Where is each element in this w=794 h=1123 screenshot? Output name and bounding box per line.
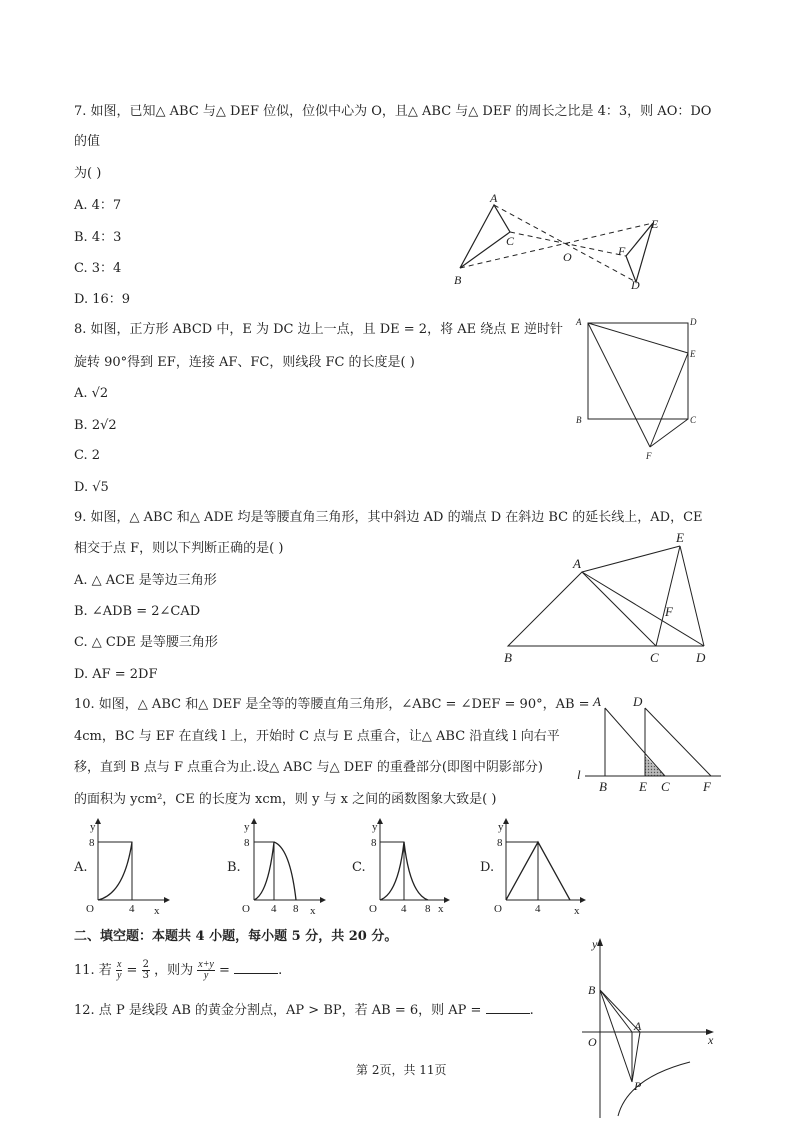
q10-graph-c-ytick: 8 bbox=[371, 837, 377, 849]
q10-graph-d-ytick: 8 bbox=[497, 837, 503, 849]
q12-line bbox=[74, 1001, 534, 1019]
q10-graph-b-letter[interactable]: B. bbox=[227, 860, 241, 875]
q10-graph-a-yaxis: y bbox=[90, 821, 96, 833]
q11-frac-23-num: 2 bbox=[142, 959, 149, 970]
q7-stem-line3: 为( ) bbox=[74, 166, 102, 181]
q10-figure bbox=[575, 690, 725, 795]
q8-label-b: B bbox=[576, 415, 582, 425]
q10-graph-b-ytick: 8 bbox=[244, 837, 250, 849]
q9-figure bbox=[500, 528, 720, 668]
q10-label-e: E bbox=[639, 779, 647, 794]
q13-label-a: A bbox=[634, 1019, 642, 1033]
q10-graph-b[interactable] bbox=[236, 818, 328, 916]
q8-label-f: F bbox=[646, 451, 652, 461]
q10-graph-a-ytick: 8 bbox=[89, 837, 95, 849]
q10-graph-c-xtick-2: 8 bbox=[425, 903, 431, 915]
q8-stem-line1: 8. 如图，正方形 ABCD 中，E 为 DC 边上一点，且 DE = 2，将 AE 绕点 E 逆时针 bbox=[74, 322, 563, 337]
q8-label-e: E bbox=[690, 349, 696, 359]
q10-graph-d-origin: O bbox=[494, 903, 502, 915]
q11-frac-xpy-num: x+y bbox=[198, 959, 214, 970]
q10-stem-line4: 的面积为 ycm²，CE 的长度为 xcm，则 y 与 x 之间的函数图象大致是( ) bbox=[74, 792, 497, 807]
q7-stem-line1: 7. 如图，已知△ ABC 与△ DEF 位似，位似中心为 O，且△ ABC 与△ DEF 的周长之比是 4：3，则 AO：DO bbox=[74, 104, 712, 119]
q11-frac-xy-num: x bbox=[116, 959, 122, 970]
q10-graph-d-yaxis: y bbox=[498, 821, 504, 833]
q10-label-f: F bbox=[703, 779, 711, 794]
q10-stem-line3: 移，直到 B 点与 F 点重合为止.设△ ABC 与△ DEF 的重叠部分(即图中阴影部分) bbox=[74, 760, 543, 775]
q10-graph-d-xaxis: x bbox=[574, 905, 580, 917]
q12-stem: 12. 点 P 是线段 AB 的黄金分割点，AP > BP，若 AB = 6，则 AP = bbox=[74, 1003, 482, 1018]
q11-equals: = bbox=[126, 963, 142, 978]
q13-figure bbox=[580, 938, 720, 1118]
q10-graph-b-origin: O bbox=[242, 903, 250, 915]
q10-graph-b-yaxis: y bbox=[244, 821, 250, 833]
q11-frac-xy bbox=[116, 960, 122, 981]
q7-stem-line2: 的值 bbox=[74, 134, 101, 149]
q9-label-d: D bbox=[696, 650, 706, 665]
q10-graph-c-letter[interactable]: C. bbox=[352, 860, 366, 875]
q11-tail: = bbox=[219, 963, 230, 978]
q11-prefix: 11. 若 bbox=[74, 963, 112, 978]
q9-label-b: B bbox=[504, 650, 512, 665]
q11-frac-23-den: 3 bbox=[142, 970, 149, 981]
q7-label-a: A bbox=[490, 191, 498, 205]
q11-mid: ，则为 bbox=[154, 963, 194, 978]
q10-graph-a[interactable] bbox=[84, 818, 174, 916]
q7-label-d: D bbox=[631, 278, 640, 292]
page-footer: 第 2页，共 11页 bbox=[356, 1063, 447, 1077]
q7-label-c: C bbox=[506, 234, 515, 248]
q10-graph-a-letter[interactable]: A. bbox=[74, 860, 88, 875]
q9-label-f: F bbox=[665, 604, 673, 619]
q10-graph-b-xtick-1: 4 bbox=[271, 903, 277, 915]
q8-figure bbox=[570, 315, 710, 465]
q10-stem-line1: 10. 如图，△ ABC 和△ DEF 是全等的等腰直角三角形，∠ABC = ∠DEF = 90°，AB = bbox=[74, 697, 590, 712]
q10-graph-c-origin: O bbox=[369, 903, 377, 915]
q11-frac-23 bbox=[142, 960, 150, 981]
q8-label-a: A bbox=[576, 317, 582, 327]
q8-option-a[interactable]: A. √2 bbox=[74, 386, 109, 401]
q13-label-p: P bbox=[634, 1079, 642, 1093]
q10-graph-a-xtick-1: 4 bbox=[129, 903, 135, 915]
q10-graph-b-xtick-2: 8 bbox=[293, 903, 299, 915]
q10-graph-a-origin: O bbox=[86, 903, 94, 915]
q9-option-d[interactable]: D. AF = 2DF bbox=[74, 667, 158, 682]
q12-answer-blank[interactable] bbox=[486, 1001, 530, 1014]
q8-option-b[interactable]: B. 2√2 bbox=[74, 418, 117, 433]
q10-graph-b-xaxis: x bbox=[310, 905, 316, 917]
q7-label-b: B bbox=[454, 273, 462, 287]
q7-option-c[interactable]: C. 3：4 bbox=[74, 261, 122, 276]
q13-label-b: B bbox=[588, 983, 596, 997]
q11-answer-blank[interactable] bbox=[234, 961, 278, 974]
q10-graph-d-xtick-1: 4 bbox=[535, 903, 541, 915]
q9-option-a[interactable]: A. △ ACE 是等边三角形 bbox=[74, 573, 217, 588]
q7-option-d[interactable]: D. 16：9 bbox=[74, 292, 131, 307]
q8-label-c: C bbox=[690, 415, 697, 425]
q11-line: 11. 若 $\frac{x}{y}$ = $\frac{2}{3}$ ，则为 $\frac{x+y}{y}$ = . bbox=[74, 959, 283, 981]
q7-label-o: O bbox=[563, 250, 572, 264]
q10-label-c: C bbox=[661, 779, 670, 794]
q10-graph-c-xtick-1: 4 bbox=[401, 903, 407, 915]
q9-option-b[interactable]: B. ∠ADB = 2∠CAD bbox=[74, 604, 201, 619]
q10-graph-c-yaxis: y bbox=[372, 821, 378, 833]
q10-graph-c[interactable] bbox=[364, 818, 454, 916]
q12-tail: . bbox=[529, 1003, 534, 1018]
q7-option-a[interactable]: A. 4：7 bbox=[74, 198, 122, 213]
q10-graph-c-xaxis: x bbox=[438, 903, 444, 915]
q10-label-b: B bbox=[599, 779, 607, 794]
q10-stem-line2: 4cm，BC 与 EF 在直线 l 上，开始时 C 点与 E 点重合，让△ ABC 沿直线 l 向右平 bbox=[74, 729, 560, 744]
q10-label-d: D bbox=[633, 694, 643, 709]
q10-graph-d-letter[interactable]: D. bbox=[480, 860, 495, 875]
q8-stem-line2: 旋转 90°得到 EF，连接 AF、FC，则线段 FC 的长度是( ) bbox=[74, 355, 415, 370]
q13-label-x: x bbox=[708, 1033, 714, 1047]
q7-label-e: E bbox=[651, 217, 659, 231]
q9-label-c: C bbox=[650, 650, 659, 665]
q10-label-a: A bbox=[593, 694, 601, 709]
q13-label-o: O bbox=[588, 1035, 597, 1049]
q9-stem-line1: 9. 如图，△ ABC 和△ ADE 均是等腰直角三角形，其中斜边 AD 的端点 D 在斜边 BC 的延长线上，AD，CE bbox=[74, 510, 703, 525]
q7-label-f: F bbox=[618, 244, 626, 258]
q10-label-l: l bbox=[577, 767, 581, 782]
q13-label-y: y bbox=[592, 937, 598, 951]
q11-frac-xpy-den: y bbox=[203, 970, 209, 981]
q8-label-d: D bbox=[690, 317, 697, 327]
q9-option-c[interactable]: C. △ CDE 是等腰三角形 bbox=[74, 635, 218, 650]
q10-graph-d[interactable] bbox=[490, 818, 590, 916]
q10-graph-a-xaxis: x bbox=[154, 905, 160, 917]
q9-label-a: A bbox=[573, 556, 581, 571]
q9-label-e: E bbox=[676, 530, 684, 545]
q8-option-d[interactable]: D. √5 bbox=[74, 480, 109, 495]
section-heading: 二、填空题：本题共 4 小题，每小题 5 分，共 20 分。 bbox=[74, 929, 398, 944]
q8-option-c[interactable]: C. 2 bbox=[74, 448, 101, 463]
q11-frac-xpy bbox=[197, 960, 215, 981]
q7-option-b[interactable]: B. 4：3 bbox=[74, 230, 122, 245]
q9-stem-line2: 相交于点 F，则以下判断正确的是( ) bbox=[74, 541, 284, 556]
q11-frac-xy-den: y bbox=[116, 970, 122, 981]
q7-figure bbox=[450, 190, 680, 295]
